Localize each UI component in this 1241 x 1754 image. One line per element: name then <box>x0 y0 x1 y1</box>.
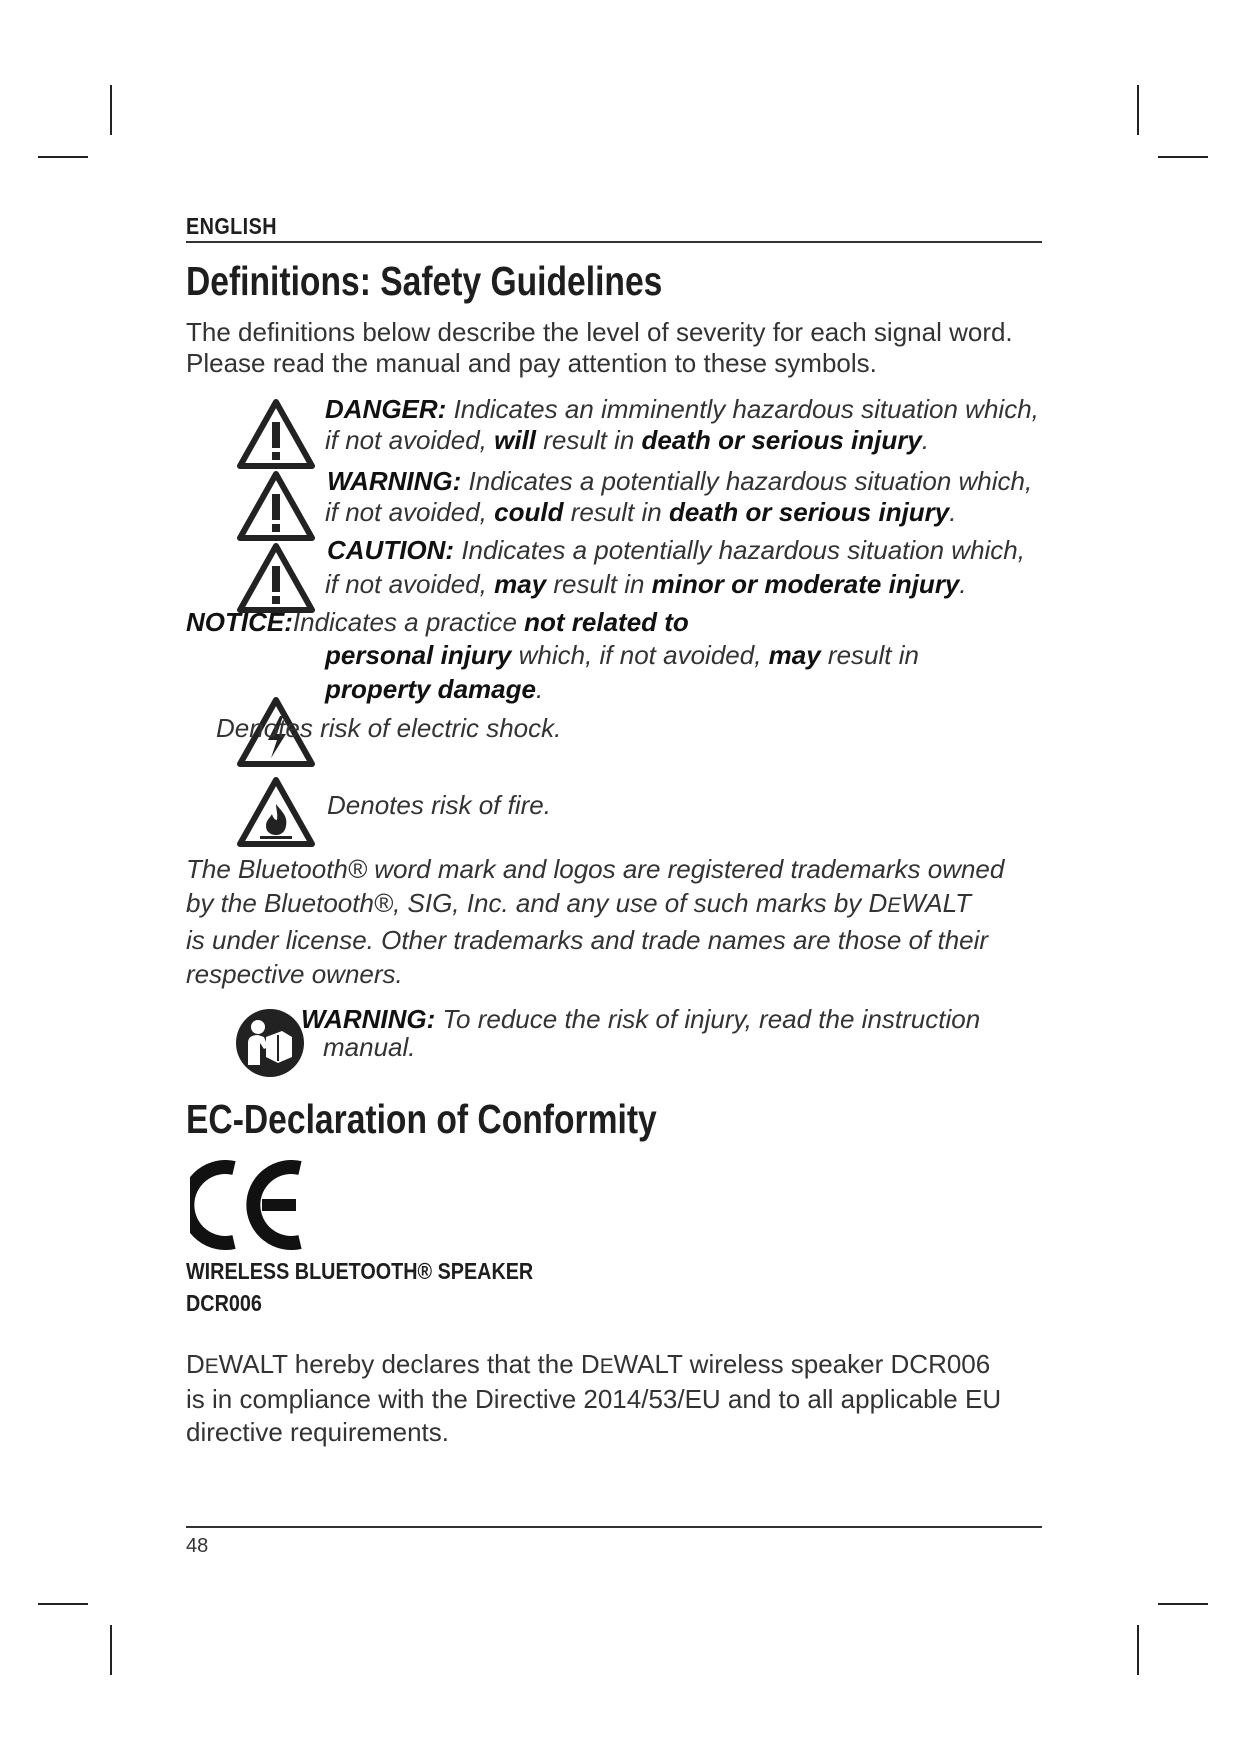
language-label: ENGLISH <box>186 213 277 239</box>
declaration-text: DEWALT hereby declares that the DEWALT wireless speaker DCR006 is in compliance with the Directive 2014/53/EU and to all applicable EU directive requirements. <box>186 1349 1002 1447</box>
danger-line-2: if not avoided, will result in death or serious injury. <box>325 425 930 455</box>
notice-line-2: personal injury which, if not avoided, may result in <box>325 640 919 670</box>
manual-warning-line-1: WARNING: To reduce the risk of injury, read the instruction <box>301 1004 981 1034</box>
crop-mark <box>1137 1625 1139 1675</box>
fire-icon <box>236 776 316 848</box>
conformity-title: EC-Declaration of Conformity <box>186 1096 657 1142</box>
warning-triangle-icon <box>236 470 316 542</box>
product-name: WIRELESS BLUETOOTH® SPEAKER <box>186 1258 534 1284</box>
crop-mark <box>38 156 88 158</box>
electric-shock-text: Denotes risk of electric shock. <box>216 713 562 743</box>
definitions-intro: The definitions below describe the level of severity for each signal word. Please read the manual and pay attention to these symbols. <box>186 317 1013 378</box>
header-rule <box>186 241 1042 243</box>
caution-label: CAUTION: <box>327 535 455 565</box>
trademark-notice: The Bluetooth® word mark and logos are registered trademarks owned by the Bluetooth®, SIG, Inc. and any use of such marks by DEWALT is under license. Other trademarks and trade names are those of their respective owners. <box>186 854 1005 989</box>
warning-line-2: if not avoided, could result in death or serious injury. <box>325 497 957 527</box>
manual-warning-line-2: manual. <box>323 1032 416 1062</box>
notice-line-1: NOTICE:Indicates a practice not related to <box>186 607 689 637</box>
danger-warning-triangle-icon <box>236 398 316 470</box>
caution-triangle-icon <box>236 542 316 614</box>
caution-line-1: CAUTION: Indicates a potentially hazardous situation which, <box>327 535 1025 565</box>
fire-text: Denotes risk of fire. <box>327 790 551 820</box>
notice-line-3: property damage. <box>325 674 544 704</box>
danger-line-1: DANGER: Indicates an imminently hazardous situation which, <box>325 394 1039 424</box>
product-model: DCR006 <box>186 1290 262 1316</box>
page-number: 48 <box>186 1535 209 1557</box>
warning-label: WARNING: <box>327 466 462 496</box>
footer-rule <box>186 1526 1042 1528</box>
crop-mark <box>1158 156 1208 158</box>
notice-label: NOTICE: <box>186 607 293 637</box>
caution-line-2: if not avoided, may result in minor or moderate injury. <box>325 569 967 599</box>
crop-mark <box>110 85 112 135</box>
danger-label: DANGER: <box>325 394 447 424</box>
crop-mark <box>38 1603 88 1605</box>
manual-warning-label: WARNING: <box>301 1004 436 1034</box>
crop-mark <box>110 1625 112 1675</box>
warning-line-1: WARNING: Indicates a potentially hazardous situation which, <box>327 466 1033 496</box>
crop-mark <box>1137 85 1139 135</box>
ce-mark <box>190 1160 310 1250</box>
read-manual-icon <box>234 1007 306 1079</box>
definitions-title: Definitions: Safety Guidelines <box>186 258 663 304</box>
crop-mark <box>1158 1603 1208 1605</box>
